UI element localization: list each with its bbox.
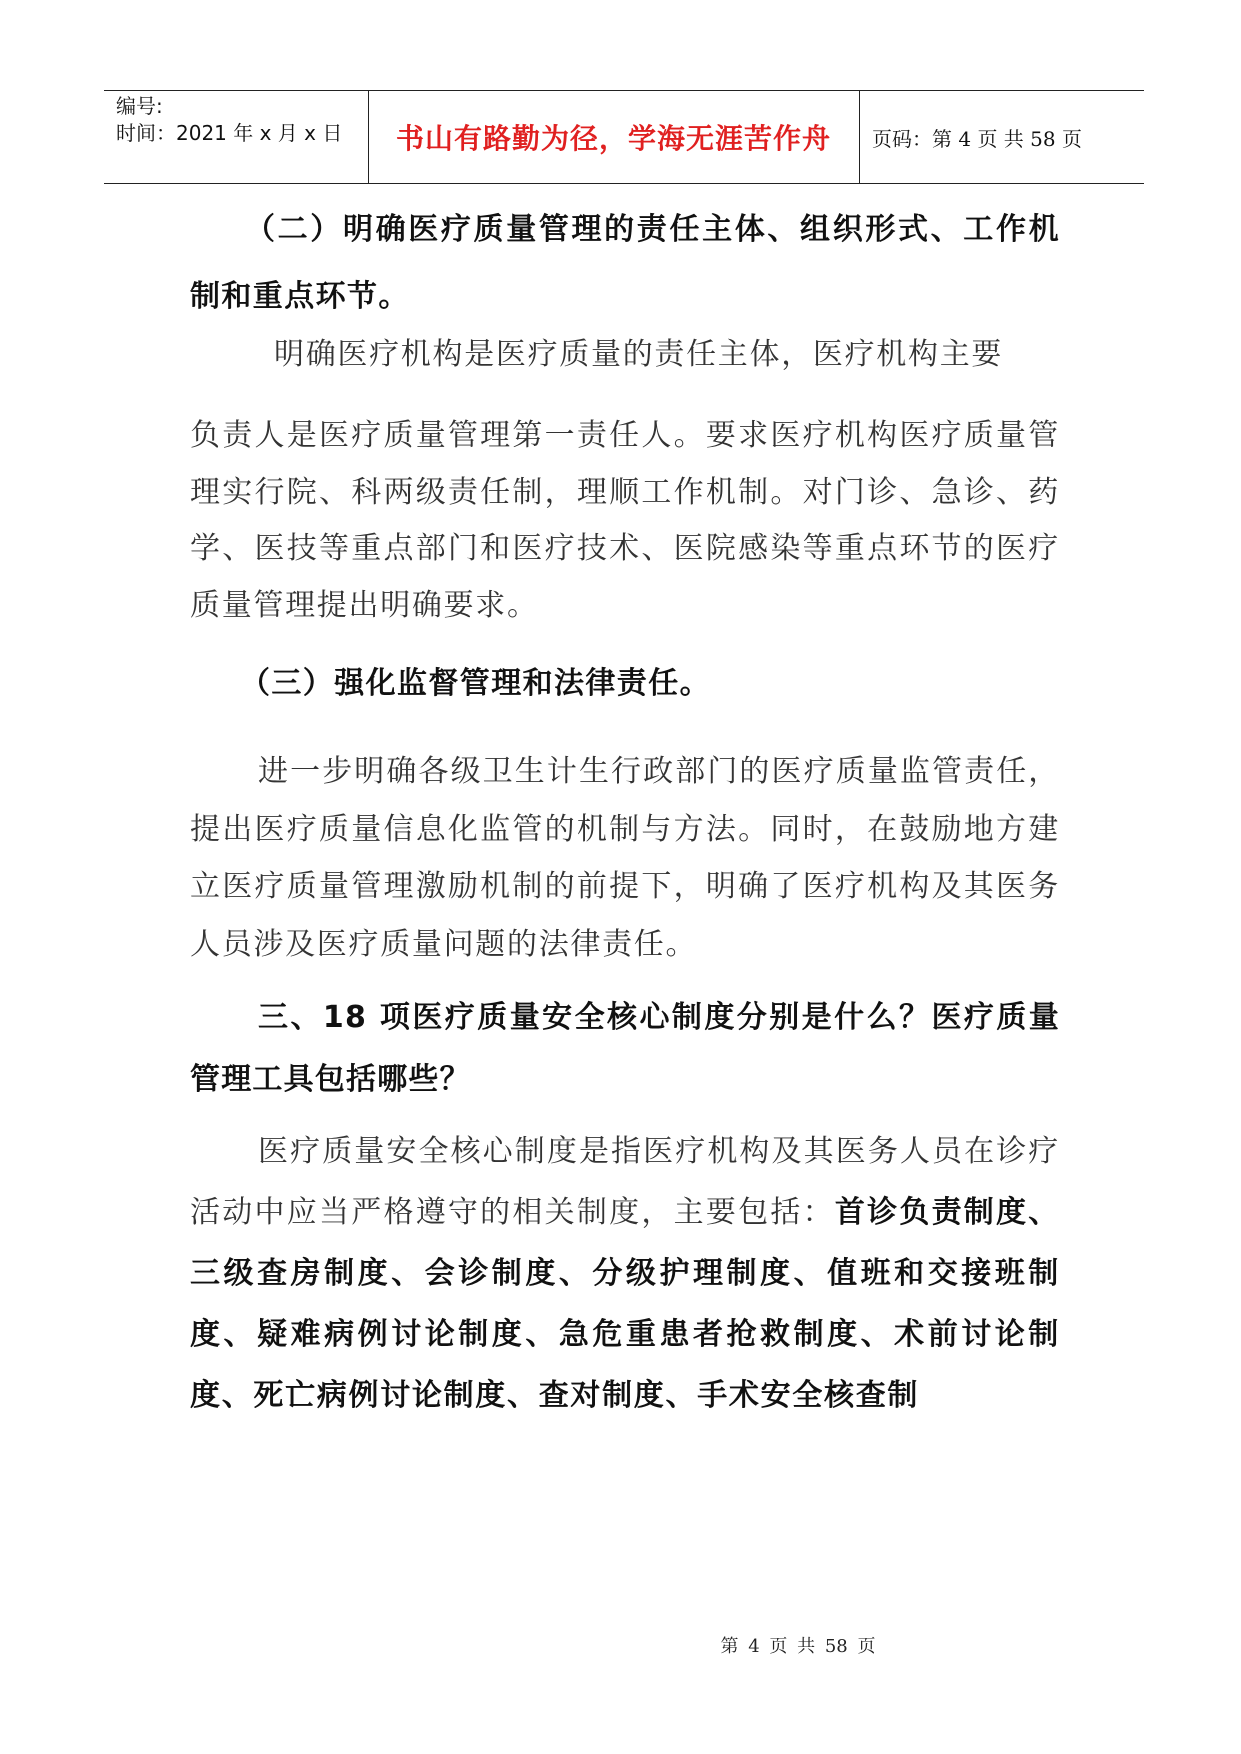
paragraph-4-text: 医疗质量安全核心制度是指医疗机构及其医务人员在诊疗活动中应当严格遵守的相关制度，主要包括： <box>190 1134 1060 1230</box>
paragraph-4-core-systems: 首诊负责制度、三级查房制度、会诊制度、分级护理制度、值班和交接班制度、疑难病例讨论制度、急危重患者抢救制度、术前讨论制度、死亡病例讨论制度、查对制度、手术安全核查制 <box>190 1195 1060 1413</box>
document-number-label: 编号: <box>116 94 163 118</box>
document-time-label: 时间：2021 年 x 月 x 日 <box>116 121 343 145</box>
section-heading-2: （二）明确医疗质量管理的责任主体、组织形式、工作机制和重点环节。 <box>190 212 1060 314</box>
header-divider-right <box>859 91 860 183</box>
paragraph-3: 进一步明确各级卫生计生行政部门的医疗质量监管责任，提出医疗质量信息化监管的机制与方法。同时，在鼓励地方建立医疗质量管理激励机制的前提下，明确了医疗机构及其医务人员涉及医疗质量问题的法律责任。 <box>190 754 1060 962</box>
page-footer: 第 4 页 共 58 页 <box>720 1636 876 1657</box>
paragraph-2b: 负责人是医疗质量管理第一责任人。要求医疗机构医疗质量管理实行院、科两级责任制，理顺工作机制。对门诊、急诊、药学、医技等重点部门和医疗技术、医院感染等重点环节的医疗质量管理提出明确要求。 <box>190 418 1060 623</box>
header-page-info: 页码：第 4 页 共 58 页 <box>872 127 1082 151</box>
paragraph-4 <box>190 1121 1060 1426</box>
header-meta <box>116 93 366 147</box>
header-motto: 书山有路勤为径，学海无涯苦作舟 <box>395 122 831 155</box>
section-heading-3: （三）强化监督管理和法律责任。 <box>240 666 711 701</box>
page-header <box>104 90 1144 184</box>
section-heading-three: 三、18 项医疗质量安全核心制度分别是什么？医疗质量管理工具包括哪些？ <box>190 1000 1060 1097</box>
paragraph-2a: 明确医疗机构是医疗质量的责任主体，医疗机构主要 <box>274 337 1004 372</box>
